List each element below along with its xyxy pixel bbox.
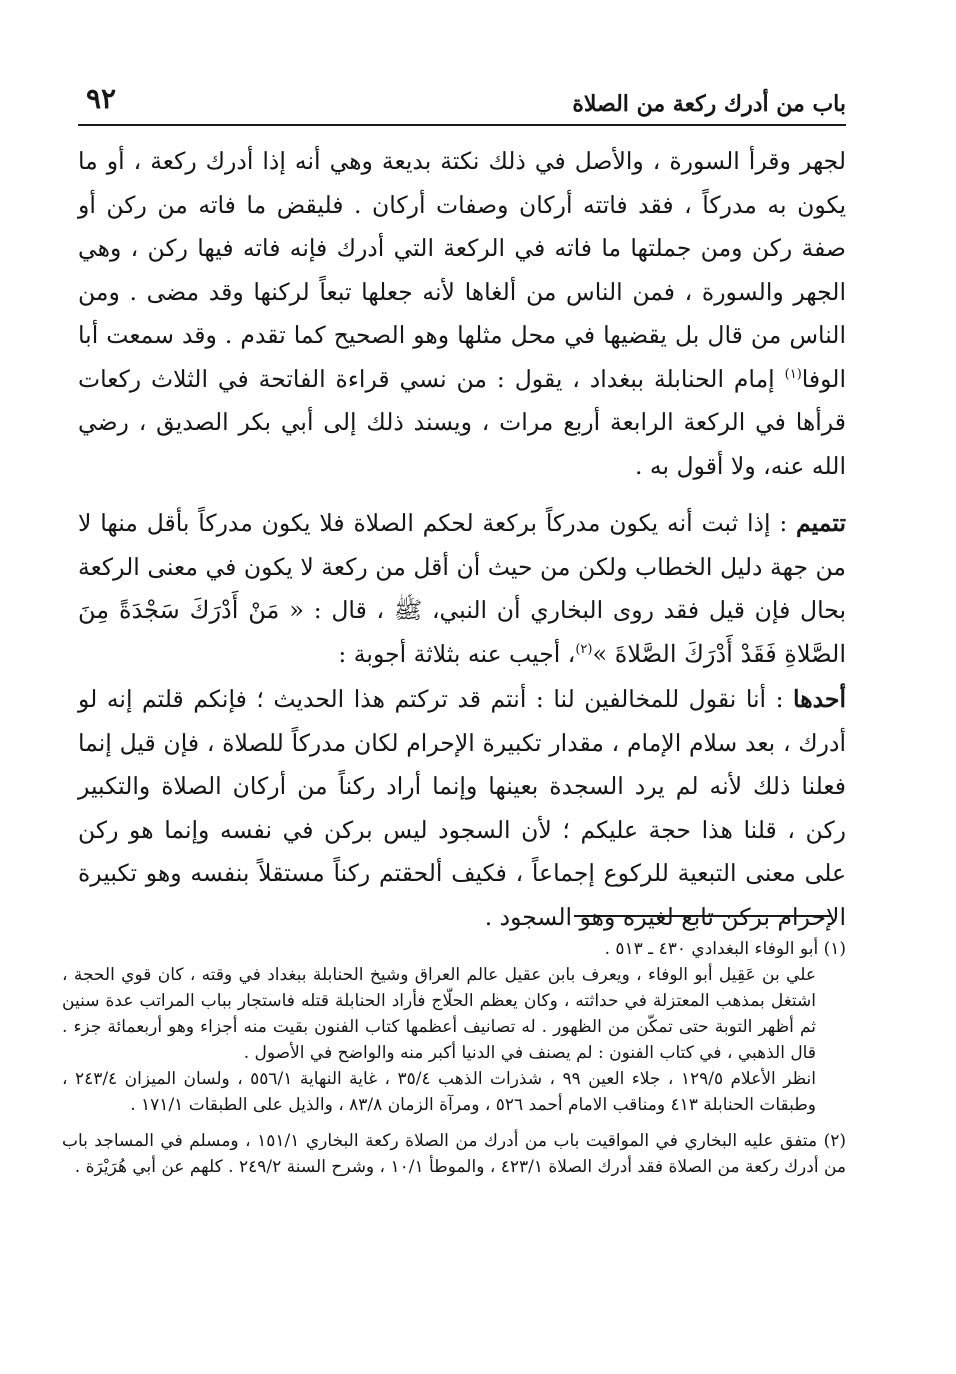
footnote-1-title: (١) أبو الوفاء البغدادي ٤٣٠ ـ ٥١٣ . [604,939,846,959]
page-header [78,80,846,126]
paragraph-2-ending: ، أجيب عنه بثلاثة أجوبة : [338,639,576,668]
page-number: ٩٢ [86,82,117,115]
paragraph-1-text: لجهر وقرأ السورة ، والأصل في ذلك نكتة بديعة وهي أنه إذا أدرك ركعة ، أو ما يكون به مدركاً ، فقد فاتته أركان وصفات أركان . فليقض ما فاته من ركن أو صفة ركن ومن جملتها ما فاته في الركعة التي أدرك فإنه فاته فيها ركن ، وهي الجهر والسورة ، فمن الناس من ألغاها لأنه جعلها تبعاً لركنها وقد مضى . ومن الناس من قال بل يقضيها في محل مثلها وهو الصحيح كما تقدم . وقد سمعت أبا الوفا [78,147,846,393]
paragraph-3-text: : أنا نقول للمخالفين لنا : أنتم قد تركتم هذا الحديث ؛ فإنكم قلتم إنه لو أدرك ، بعد سلام الإمام ، مقدار تكبيرة الإحرام لكان مدركاً للصلاة ، فإن قيل إنما فعلنا ذلك لأنه لم يرد السجدة بعينها وإنما أراد ركناً من أركان الصلاة والتكبير ركن ، قلنا هذا حجة عليكم ؛ لأن السجود ليس بركن في نفسه وإنما هو ركن على معنى التبعية للركوع إجماعاً ، فكيف ألحقتم ركناً مستقلاً بنفسه وهو تكبيرة الإحرام بركن تابع لغيره وهو السجود . [78,685,846,931]
main-text [78,140,847,931]
footnote-2: (٢) متفق عليه البخاري في المواقيت باب من أدرك من الصلاة ركعة البخاري ١٥١/١ ، ومسلم في المساجد باب من أدرك ركعة من الصلاة فقد أدرك الصلاة ٤٢٣/١ ، والموطأ ١٠/١ ، وشرح السنة ٢٤٩/٢ . كلهم عن أبي هُرَيْرَة . [62,1131,846,1177]
paragraph-2-lead: تتميم [796,509,846,537]
footnote-ref-2: (٢) [575,641,593,657]
paragraph-2 [78,502,846,676]
hadith-quote: « مَنْ أَدْرَكَ سَجْدَةً مِنَ الصَّلاةِ فَقَدْ أَدْرَكَ الصَّلاةَ » [78,596,846,668]
paragraph-3 [78,678,846,939]
footnote-separator [574,915,832,917]
paragraph-2-text: : إذا ثبت أنه يكون مدركاً بركعة لحكم الصلاة فلا يكون مدركاً بأقل منها لا من جهة دليل الخطاب ولكن من حيث أن أقل من ركعة لا يكون في معنى الركعة بحال فإن قيل فقد روى البخاري أن النبي، ﷺ ، قال : [78,509,847,624]
running-title: باب من أدرك ركعة من الصلاة [572,91,846,117]
footnote-1-body: علي بن عَقِيل أبو الوفاء ، ويعرف بابن عقيل عالم العراق وشيخ الحنابلة ببغداد في وقته ، كان قوي الحجة ، اشتغل بمذهب المعتزلة في حداثته ، وكان يعظم الحلّاج فأراد الحنابلة قتله فاستجار بباب المراتب عدة سنين ثم أظهر التوبة حتى تمكّن من الظهور . له تصانيف أعظمها كتاب الفنون بقيت منه أجزاء وهو أربعمائة جزء . قال الذهبي ، في كتاب الفنون : لم يصنف في الدنيا أكبر منه والواضح في الأصول . [62,965,816,1063]
footnote-1-references: انظر الأعلام ١٢٩/٥ ، جلاء العين ٩٩ ، شذرات الذهب ٣٥/٤ ، غاية النهاية ٥٥٦/١ ، ولسان الميزان ٢٤٣/٤ ، وطبقات الحنابلة ٤١٣ ومناقب الامام أحمد ٥٢٦ ، ومرآة الزمان ٨٣/٨ ، والذيل على الطبقات ١٧١/١ . [62,1069,816,1115]
paragraph-1 [78,140,846,488]
footnote-ref-1: (١) [784,366,802,382]
paragraph-1-continuation: إمام الحنابلة ببغداد ، يقول : من نسي قراءة الفاتحة في الثلاث ركعات قرأها في الركعة الرابعة أربع مرات ، ويسند ذلك إلى أبي بكر الصديق ، رضي الله عنه، ولا أقول به . [78,364,846,480]
footnotes [62,936,846,1180]
paragraph-3-lead: أحدها [793,685,846,713]
